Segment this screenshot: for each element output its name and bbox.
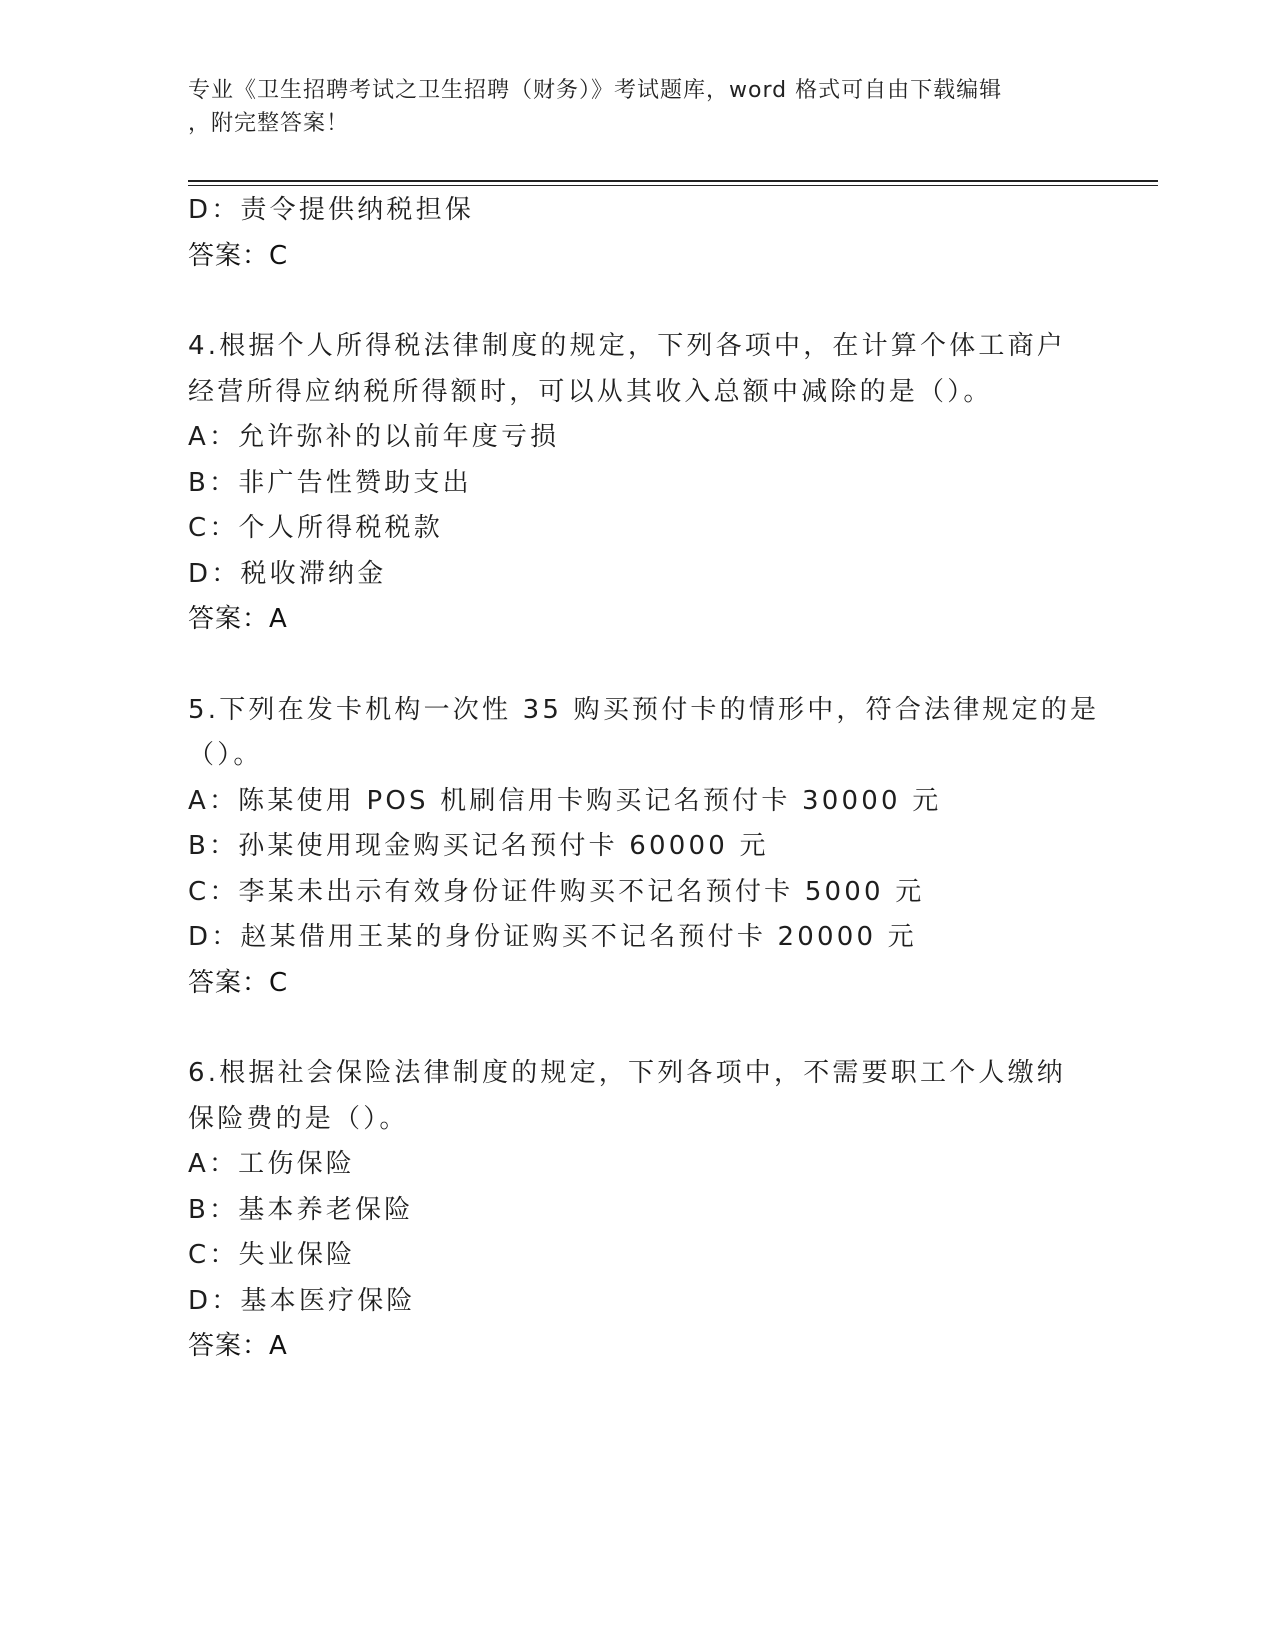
question-text: 4.根据个人所得税法律制度的规定，下列各项中，在计算个体工商户 [188, 331, 1067, 361]
option-b: B：孙某使用现金购买记名预付卡 60000 元 [188, 831, 769, 861]
option-d: D：责令提供纳税担保 [188, 195, 475, 225]
document-header [188, 74, 1088, 140]
question-text: 6.根据社会保险法律制度的规定，下列各项中，不需要职工个人缴纳 [188, 1058, 1067, 1088]
question-text: 保险费的是（）。 [188, 1103, 409, 1134]
question-6 [188, 1051, 1148, 1370]
answer-label: 答案：C [188, 240, 289, 271]
option-d: D：税收滞纳金 [188, 558, 387, 589]
answer-label: 答案：A [188, 604, 288, 634]
question-text: （）。 [188, 740, 263, 770]
question-5 [188, 688, 1148, 1007]
option-d: D：基本医疗保险 [188, 1285, 416, 1316]
answer-label: 答案：C [188, 967, 289, 998]
question-text: 5.下列在发卡机构一次性 35 购买预付卡的情形中，符合法律规定的是 [188, 694, 1100, 725]
option-d: D：赵某借用王某的身份证购买不记名预付卡 20000 元 [188, 922, 917, 952]
option-b: B：非广告性赞助支出 [188, 467, 472, 498]
option-a: A：工伤保险 [188, 1149, 355, 1179]
question-text: 经营所得应纳税所得额时，可以从其收入总额中减除的是（）。 [188, 376, 993, 407]
header-divider-thick [188, 180, 1158, 182]
header-line-1: 专业《卫生招聘考试之卫生招聘（财务）》考试题库，word 格式可自由下载编辑 [188, 78, 1003, 103]
answer-label: 答案：A [188, 1331, 288, 1361]
option-b: B：基本养老保险 [188, 1194, 414, 1225]
question-4 [188, 324, 1148, 643]
document-body [188, 188, 1148, 1370]
option-a: A：陈某使用 POS 机刷信用卡购买记名预付卡 30000 元 [188, 785, 942, 816]
option-a: A：允许弥补的以前年度亏损 [188, 422, 560, 452]
header-line-2: ，附完整答案！ [188, 111, 350, 136]
option-c: C：李某未出示有效身份证件购买不记名预付卡 5000 元 [188, 876, 925, 907]
option-c: C：失业保险 [188, 1240, 356, 1270]
option-c: C：个人所得税税款 [188, 513, 443, 543]
header-divider-thin [188, 185, 1158, 186]
previous-question-tail [188, 188, 1148, 279]
